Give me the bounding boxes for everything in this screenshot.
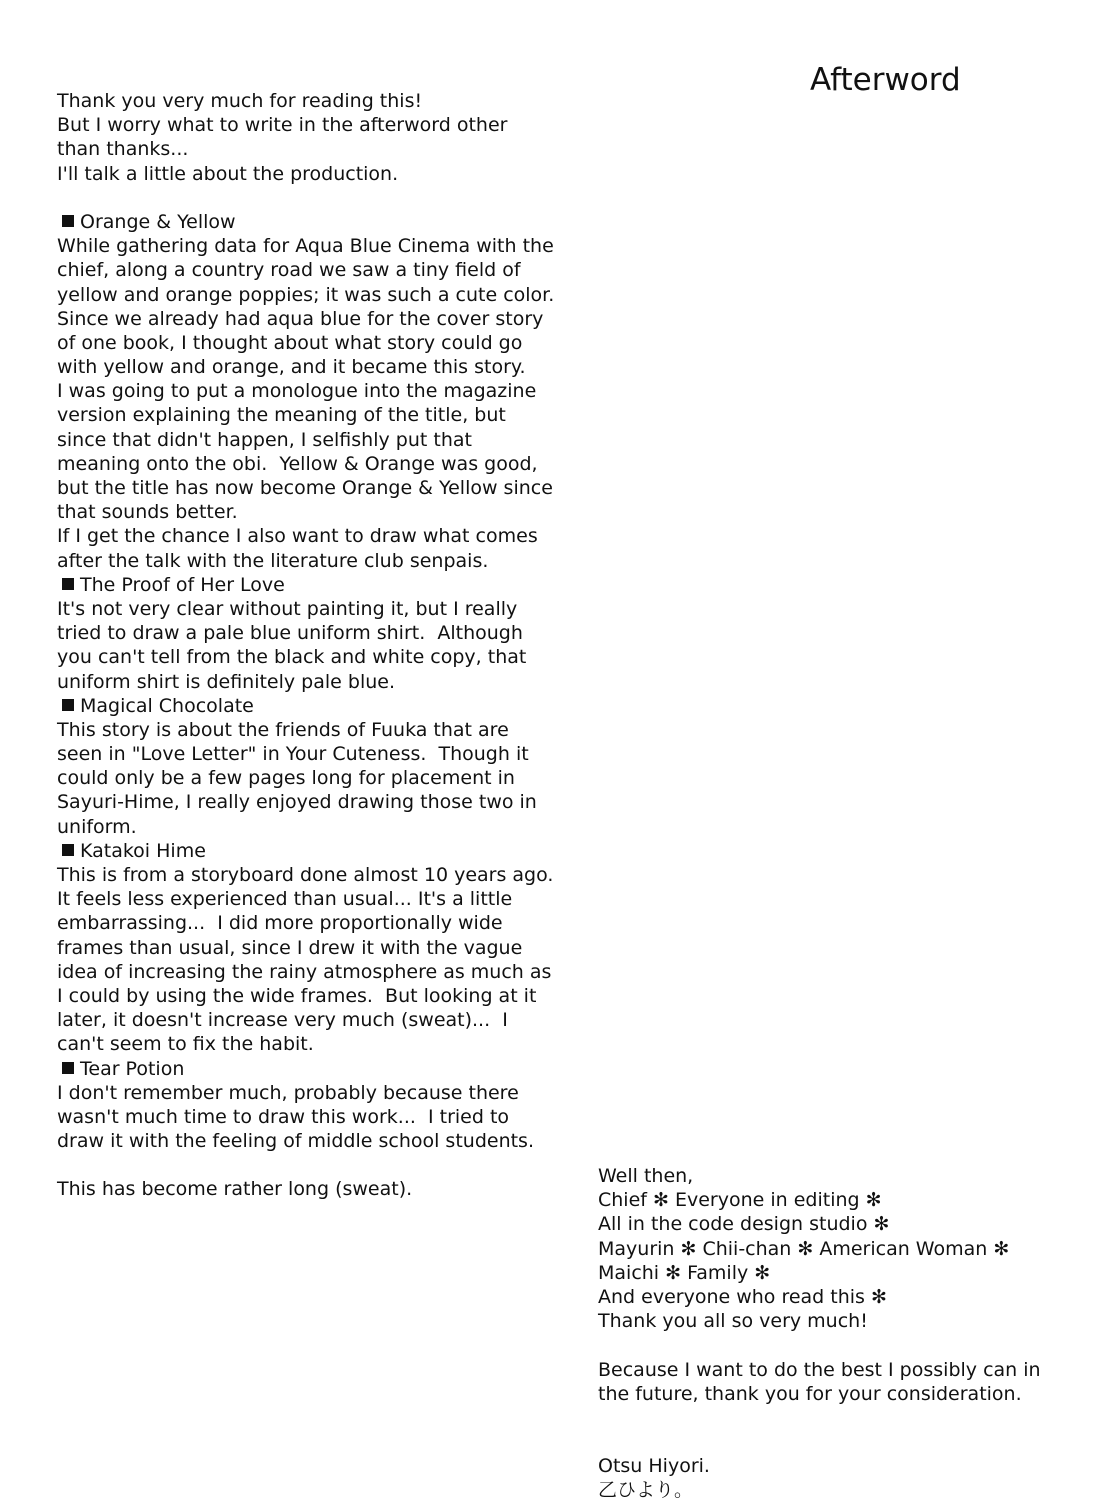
section-line: wasn't much time to draw this work... I tried to [57,1105,510,1128]
intro-line: I'll talk a little about the production. [57,162,399,185]
section-line: frames than usual, since I drew it with the vague [57,936,523,959]
section-heading-orange-yellow: Orange & Yellow [57,210,597,234]
section-line: embarrassing... I did more proportionally wide [57,912,503,935]
paragraph-gap [598,1430,1098,1454]
thanks-line: And everyone who read this ✻ [598,1285,887,1308]
section-heading-magical-chocolate: Magical Chocolate [57,694,597,718]
intro-line: than thanks... [57,138,189,161]
section-line: meaning onto the obi. Yellow & Orange was good, [57,452,538,475]
section-line: idea of increasing the rainy atmosphere as much as [57,960,552,983]
section-line: version explaining the meaning of the title, but [57,404,506,427]
section-line: yellow and orange poppies; it was such a cute color. [57,283,555,306]
section-line: after the talk with the literature club senpais. [57,549,489,572]
section-line: can't seem to fix the habit. [57,1033,314,1056]
section-heading-katakoi-hime: Katakoi Hime [57,839,597,863]
section-heading-tear-potion: Tear Potion [57,1057,597,1081]
wish-line: Because I want to do the best I possibly can in [598,1358,1041,1381]
section-line: I could by using the wide frames. But looking at it [57,984,537,1007]
thanks-line: Maichi ✻ Family ✻ [598,1261,771,1284]
section-line: tried to draw a pale blue uniform shirt. Although [57,622,523,645]
thanks-line: Well then, [598,1165,694,1187]
section-line: later, it doesn't increase very much (sweat)... I [57,1009,508,1032]
thanks-line: Thank you all so very much! [598,1310,868,1333]
section-line: you can't tell from the black and white copy, that [57,646,527,669]
section-line: uniform shirt is definitely pale blue. [57,670,396,693]
section-line: It's not very clear without painting it, but I really [57,597,518,620]
section-line: This is from a storyboard done almost 10 years ago. [57,864,554,886]
main-text-column [57,89,597,1202]
paragraph-gap [598,1406,1098,1430]
closing-line: This has become rather long (sweat). [57,1178,413,1201]
section-line: could only be a few pages long for placement in [57,767,515,790]
intro-line: Thank you very much for reading this! [57,90,423,112]
section-line: that sounds better. [57,501,238,524]
section-line: of one book, I thought about what story could go [57,331,523,354]
thanks-line: Chief ✻ Everyone in editing ✻ [598,1189,882,1212]
section-line: chief, along a country road we saw a tiny field of [57,259,521,282]
section-line: It feels less experienced than usual... It's a little [57,888,513,911]
thanks-line: Mayurin ✻ Chii-chan ✻ American Woman ✻ [598,1237,1010,1260]
section-heading-proof-of-her-love: The Proof of Her Love [57,573,597,597]
paragraph-gap [57,1153,597,1177]
section-line: While gathering data for Aqua Blue Cinema with the [57,235,554,258]
section-line: If I get the chance I also want to draw what comes [57,525,538,548]
thanks-line: All in the code design studio ✻ [598,1213,890,1236]
paragraph-gap [598,1333,1098,1357]
section-line: This story is about the friends of Fuuka that are [57,718,509,741]
section-line: since that didn't happen, I selfishly put that [57,428,472,451]
paragraph-gap [57,186,597,210]
section-line: draw it with the feeling of middle school students. [57,1130,534,1153]
section-line: I don't remember much, probably because there [57,1081,519,1104]
section-line: seen in "Love Letter" in Your Cuteness. Though it [57,743,529,766]
section-line: but the title has now become Orange & Yellow since [57,477,553,499]
signature-japanese: 乙ひより。 [598,1479,694,1502]
section-line: Since we already had aqua blue for the cover story [57,307,544,330]
section-line: uniform. [57,815,137,838]
intro-line: But I worry what to write in the afterword other [57,114,508,137]
section-line: with yellow and orange, and it became this story. [57,356,526,379]
section-line: I was going to put a monologue into the magazine [57,380,537,403]
section-line: Sayuri-Hime, I really enjoyed drawing those two in [57,791,537,814]
signature: Otsu Hiyori. [598,1455,710,1478]
wish-line: the future, thank you for your consideration. [598,1382,1022,1405]
thanks-column [598,1164,1098,1503]
page-title: Afterword [810,62,961,98]
